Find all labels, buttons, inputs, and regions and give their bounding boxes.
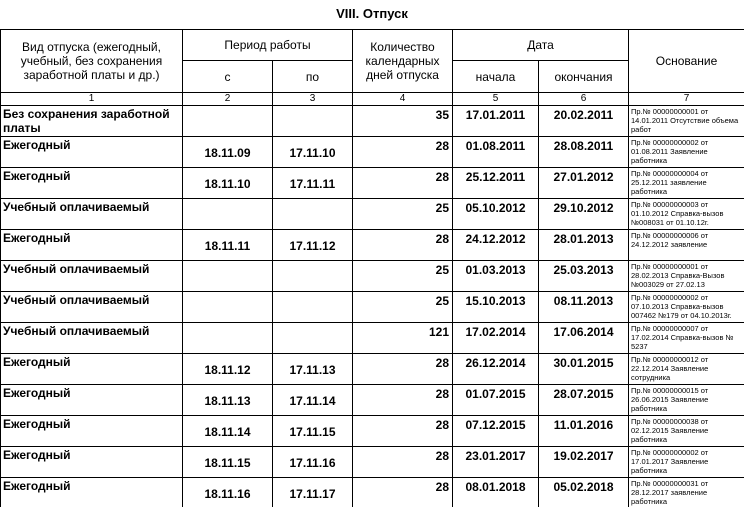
cell-period-from — [183, 292, 273, 323]
cell-kind: Учебный оплачиваемый — [1, 199, 183, 230]
cell-start-date: 05.10.2012 — [453, 199, 539, 230]
cell-period-to — [273, 106, 353, 137]
header-from: с — [183, 61, 273, 93]
cell-basis: Пр.№ 00000000002 от 17.01.2017 Заявление работника — [629, 447, 744, 478]
header-end: окончания — [539, 61, 629, 93]
table-row — [1, 323, 744, 354]
cell-start-date: 01.07.2015 — [453, 385, 539, 416]
cell-period-to — [273, 323, 353, 354]
cell-days: 25 — [353, 292, 453, 323]
cell-end-date: 11.01.2016 — [539, 416, 629, 447]
column-number: 7 — [629, 93, 744, 106]
column-number: 1 — [1, 93, 183, 106]
cell-days: 28 — [353, 478, 453, 507]
table-row — [1, 478, 744, 507]
cell-kind: Ежегодный — [1, 385, 183, 416]
cell-start-date: 24.12.2012 — [453, 230, 539, 261]
cell-period-to: 17.11.14 — [273, 385, 353, 416]
column-number: 5 — [453, 93, 539, 106]
cell-days: 28 — [353, 354, 453, 385]
column-number: 2 — [183, 93, 273, 106]
cell-basis: Пр.№ 00000000038 от 02.12.2015 Заявление работника — [629, 416, 744, 447]
cell-basis: Пр.№ 00000000015 от 26.06.2015 Заявление работника — [629, 385, 744, 416]
table-row — [1, 199, 744, 230]
cell-end-date: 19.02.2017 — [539, 447, 629, 478]
cell-basis: Пр.№ 00000000001 от 28.02.2013 Справка-Вызов №003029 от 27.02.13 — [629, 261, 744, 292]
cell-end-date: 28.07.2015 — [539, 385, 629, 416]
cell-basis: Пр.№ 00000000031 от 28.12.2017 заявление работника — [629, 478, 744, 507]
cell-period-to: 17.11.17 — [273, 478, 353, 507]
cell-kind: Ежегодный — [1, 137, 183, 168]
cell-days: 25 — [353, 199, 453, 230]
cell-period-to — [273, 261, 353, 292]
cell-end-date: 29.10.2012 — [539, 199, 629, 230]
cell-kind: Без сохранения заработной платы — [1, 106, 183, 137]
cell-period-to: 17.11.11 — [273, 168, 353, 199]
cell-days: 28 — [353, 416, 453, 447]
cell-period-to: 17.11.12 — [273, 230, 353, 261]
column-number: 3 — [273, 93, 353, 106]
section-title: VIII. Отпуск — [336, 6, 408, 21]
cell-kind: Ежегодный — [1, 168, 183, 199]
cell-end-date: 28.01.2013 — [539, 230, 629, 261]
cell-days: 28 — [353, 137, 453, 168]
cell-start-date: 08.01.2018 — [453, 478, 539, 507]
cell-start-date: 26.12.2014 — [453, 354, 539, 385]
cell-period-to: 17.11.13 — [273, 354, 353, 385]
cell-end-date: 17.06.2014 — [539, 323, 629, 354]
cell-period-from: 18.11.15 — [183, 447, 273, 478]
table-row — [1, 385, 744, 416]
cell-basis: Пр.№ 00000000002 от 01.08.2011 Заявление работника — [629, 137, 744, 168]
cell-start-date: 17.02.2014 — [453, 323, 539, 354]
cell-kind: Учебный оплачиваемый — [1, 323, 183, 354]
cell-end-date: 28.08.2011 — [539, 137, 629, 168]
header-date: Дата — [453, 30, 629, 61]
cell-period-to: 17.11.16 — [273, 447, 353, 478]
cell-days: 28 — [353, 447, 453, 478]
cell-start-date: 23.01.2017 — [453, 447, 539, 478]
header-start: начала — [453, 61, 539, 93]
header-kind: Вид отпуска (ежегодный, учебный, без сохранения заработной платы и др.) — [1, 30, 183, 93]
table-row — [1, 416, 744, 447]
cell-period-from — [183, 261, 273, 292]
column-number: 4 — [353, 93, 453, 106]
cell-start-date: 25.12.2011 — [453, 168, 539, 199]
cell-basis: Пр.№ 00000000012 от 22.12.2014 Заявление сотрудника — [629, 354, 744, 385]
table-row — [1, 168, 744, 199]
cell-period-to — [273, 199, 353, 230]
cell-days: 121 — [353, 323, 453, 354]
cell-days: 28 — [353, 385, 453, 416]
cell-period-from: 18.11.12 — [183, 354, 273, 385]
cell-period-to: 17.11.15 — [273, 416, 353, 447]
cell-basis: Пр.№ 00000000002 от 07.10.2013 Справка-вызов 007462 №179 от 04.10.2013г. — [629, 292, 744, 323]
cell-days: 28 — [353, 168, 453, 199]
cell-basis: Пр.№ 00000000004 от 25.12.2011 заявление работника — [629, 168, 744, 199]
cell-period-to — [273, 292, 353, 323]
cell-end-date: 30.01.2015 — [539, 354, 629, 385]
cell-basis: Пр.№ 00000000006 от 24.12.2012 заявление — [629, 230, 744, 261]
cell-basis: Пр.№ 00000000007 от 17.02.2014 Справка-вызов № 5237 — [629, 323, 744, 354]
table-row — [1, 261, 744, 292]
cell-period-from: 18.11.09 — [183, 137, 273, 168]
cell-period-from: 18.11.14 — [183, 416, 273, 447]
cell-kind: Ежегодный — [1, 230, 183, 261]
cell-start-date: 01.03.2013 — [453, 261, 539, 292]
cell-basis: Пр.№ 00000000001 от 14.01.2011 Отсутствие объема работ — [629, 106, 744, 137]
cell-kind: Ежегодный — [1, 354, 183, 385]
column-numbers-row — [1, 93, 744, 106]
header-to: по — [273, 61, 353, 93]
cell-period-from — [183, 106, 273, 137]
cell-kind: Ежегодный — [1, 416, 183, 447]
cell-period-to: 17.11.10 — [273, 137, 353, 168]
cell-days: 25 — [353, 261, 453, 292]
cell-period-from: 18.11.10 — [183, 168, 273, 199]
cell-kind: Учебный оплачиваемый — [1, 261, 183, 292]
cell-end-date: 25.03.2013 — [539, 261, 629, 292]
column-number: 6 — [539, 93, 629, 106]
cell-end-date: 27.01.2012 — [539, 168, 629, 199]
cell-start-date: 17.01.2011 — [453, 106, 539, 137]
header-period: Период работы — [183, 30, 353, 61]
header-days: Количество календарных дней отпуска — [353, 30, 453, 93]
table-row — [1, 230, 744, 261]
cell-end-date: 08.11.2013 — [539, 292, 629, 323]
cell-end-date: 20.02.2011 — [539, 106, 629, 137]
table-row — [1, 447, 744, 478]
cell-start-date: 01.08.2011 — [453, 137, 539, 168]
cell-kind: Ежегодный — [1, 478, 183, 507]
table-row — [1, 137, 744, 168]
cell-period-from: 18.11.16 — [183, 478, 273, 507]
cell-period-from — [183, 323, 273, 354]
table-row — [1, 106, 744, 137]
cell-period-from: 18.11.11 — [183, 230, 273, 261]
cell-period-from: 18.11.13 — [183, 385, 273, 416]
table-row — [1, 354, 744, 385]
cell-start-date: 15.10.2013 — [453, 292, 539, 323]
cell-end-date: 05.02.2018 — [539, 478, 629, 507]
cell-start-date: 07.12.2015 — [453, 416, 539, 447]
cell-period-from — [183, 199, 273, 230]
cell-kind: Учебный оплачиваемый — [1, 292, 183, 323]
cell-days: 35 — [353, 106, 453, 137]
vacation-table — [0, 29, 744, 507]
cell-days: 28 — [353, 230, 453, 261]
header-basis: Основание — [629, 30, 744, 93]
cell-kind: Ежегодный — [1, 447, 183, 478]
cell-basis: Пр.№ 00000000003 от 01.10.2012 Справка-вызов №008031 от 01.10.12г. — [629, 199, 744, 230]
table-row — [1, 292, 744, 323]
